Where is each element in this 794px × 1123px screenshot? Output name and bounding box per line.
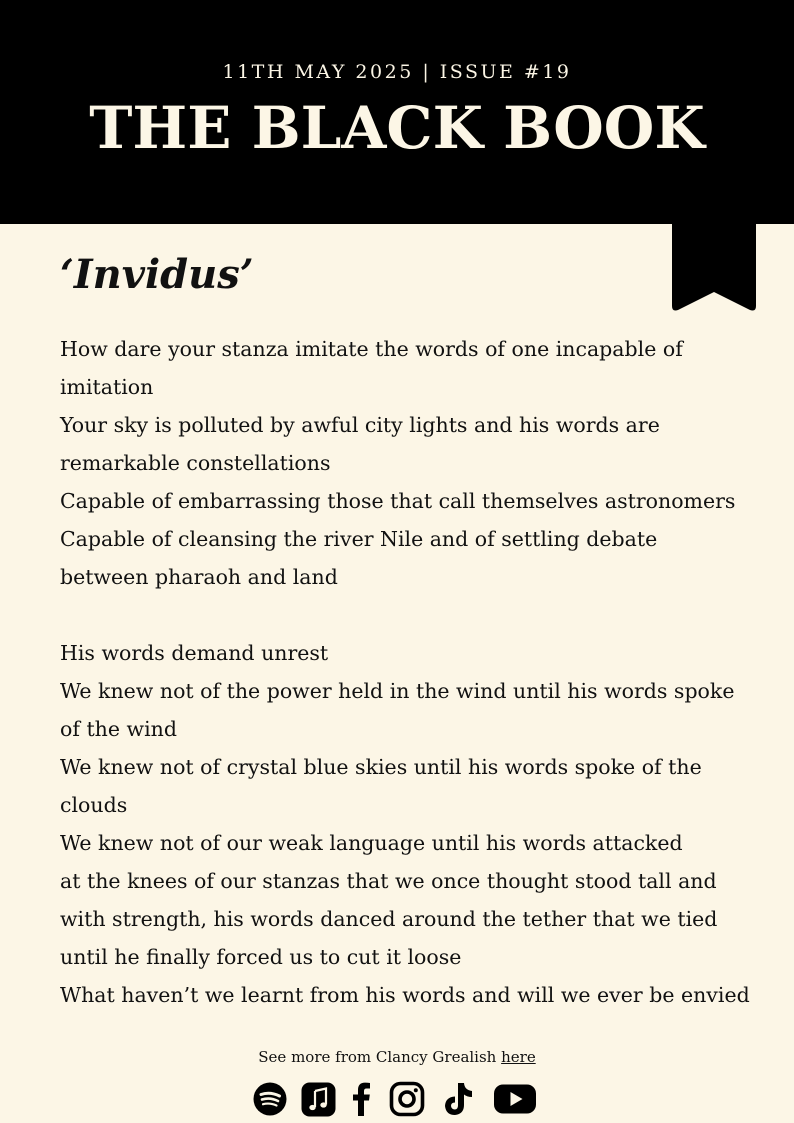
youtube-icon[interactable] xyxy=(492,1080,538,1118)
footer-text: See more from Clancy Grealish xyxy=(258,1048,502,1066)
tiktok-icon[interactable] xyxy=(440,1080,476,1118)
poem-line: His words demand unrest xyxy=(60,641,329,665)
poem-title: ‘Invidus’ xyxy=(60,251,254,298)
poem-line: We knew not of crystal blue skies until his words spoke of the clouds xyxy=(60,755,702,817)
instagram-icon[interactable] xyxy=(388,1080,426,1118)
apple-music-icon[interactable] xyxy=(300,1080,336,1118)
here-link[interactable]: here xyxy=(501,1048,536,1066)
poem-line: What haven’t we learnt from his words and will we ever be envied xyxy=(60,983,750,1007)
magazine-title: THE BLACK BOOK xyxy=(89,94,705,162)
poem-body xyxy=(60,330,750,1014)
footer-credit xyxy=(0,1048,794,1066)
issue-date: 11TH MAY 2025 | ISSUE #19 xyxy=(222,61,572,83)
social-links xyxy=(252,1080,542,1118)
poem-line: Capable of embarrassing those that call themselves astronomers xyxy=(60,489,736,513)
bookmark-ribbon xyxy=(672,220,756,312)
facebook-icon[interactable] xyxy=(348,1080,374,1118)
spotify-icon[interactable] xyxy=(252,1080,288,1118)
stanza-break xyxy=(60,596,750,634)
poem-line: We knew not of the power held in the wind until his words spoke of the wind xyxy=(60,679,735,741)
poem-line: Capable of cleansing the river Nile and of settling debate between pharaoh and land xyxy=(60,527,658,589)
header-banner xyxy=(0,0,794,224)
poem-line: at the knees of our stanzas that we once thought stood tall and with strength, his words danced around the tether that we tied until he finally forced us to cut it loose xyxy=(60,869,718,969)
poem-line: We knew not of our weak language until his words attacked xyxy=(60,831,683,855)
poem-line: How dare your stanza imitate the words of one incapable of imitation xyxy=(60,337,683,399)
poem-line: Your sky is polluted by awful city lights and his words are remarkable constellations xyxy=(60,413,660,475)
